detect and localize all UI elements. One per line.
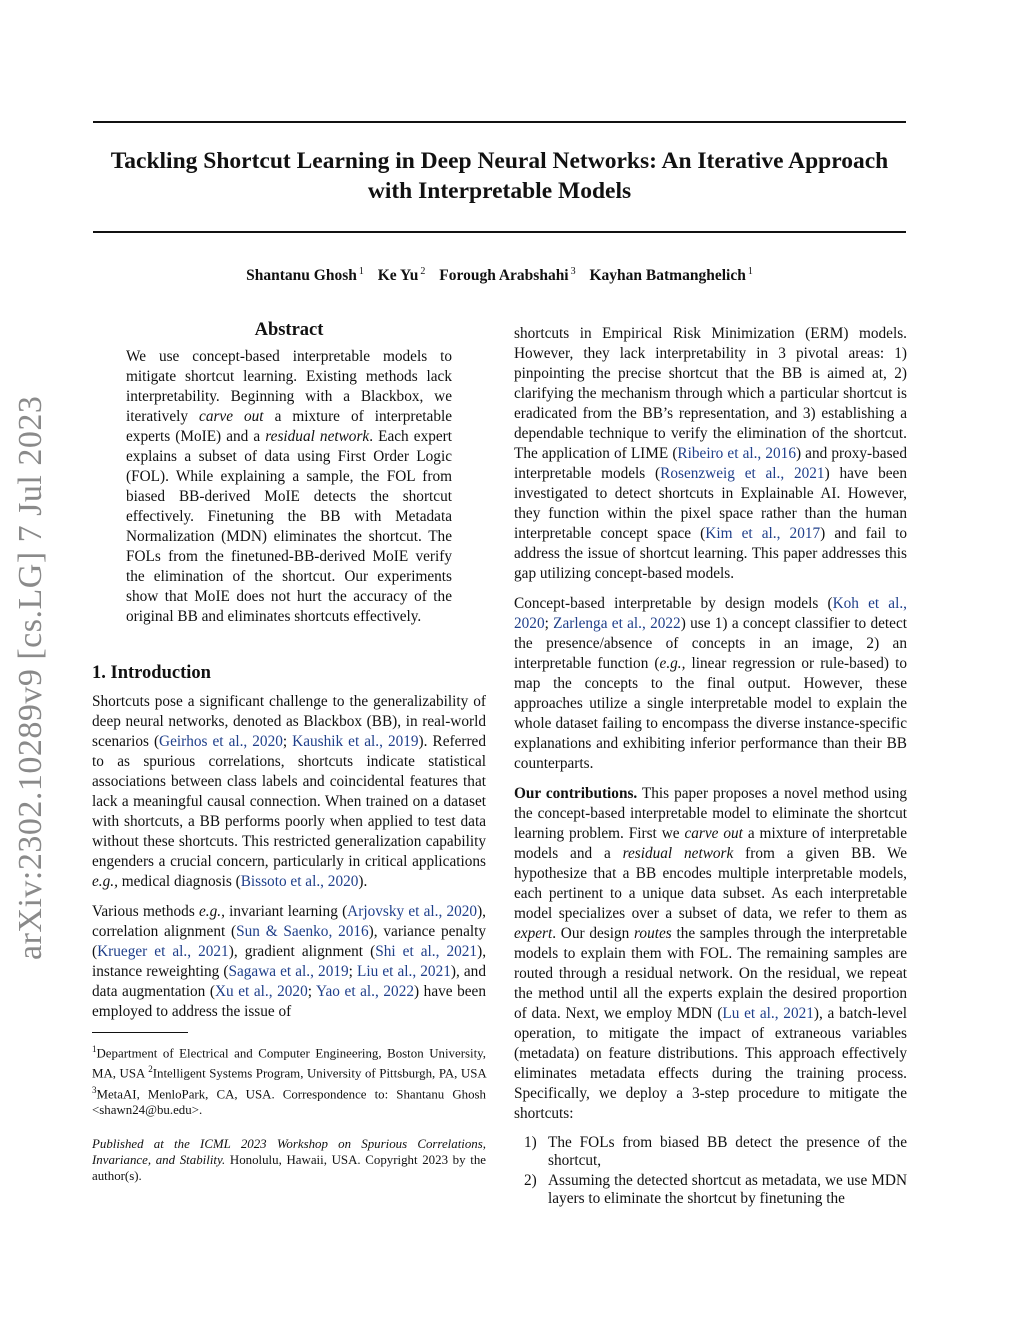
citation-link[interactable]: Yao et al., 2022 [316,983,414,1000]
citation-link[interactable]: Ribeiro et al., 2016 [677,445,796,462]
body-paragraph: shortcuts in Empirical Risk Minimization (ERM) models. However, they lack interpretability in 3 pivotal areas: 1) pinpointing the precise shortcut that the BB is aimed at, 2) clarifying the mechanism through which a particular shortcut is eradicated from the BB’s representation, and 3) establishing a dependable technique to verify the elimination of the shortcut. The application of LIME (Ribeiro et al., 2016) and proxy-based interpretable models (Rosenzweig et al., 2021) have been investigated to detect shortcuts in Explainable AI. However, they function within the pixel space rather than the human interpretable concept space (Kim et al., 2017) and fail to address the issue of shortcut learning. This paper addresses this gap utilizing concept-based models. [514,325,907,582]
author: Shantanu Ghosh $^1$ [246,266,364,284]
list-item: 2) Assuming the detected shortcut as metadata, we use MDN layers to eliminate the shortcut by finetuning the [524,1172,907,1207]
citation-link[interactable]: Xu et al., 2020 [214,983,308,1000]
citation-link[interactable]: Koh et al., 2020 [514,595,907,632]
contributions-paragraph: Our contributions. This paper proposes a novel method using the concept-based interpretable model to eliminate the shortcut learning problem. First we carve out a mixture of interpretable models and a residual network from a given BB. We hypothesize that a BB encodes multiple interpretable models, each pertinent to a unique data subset. As each interpretable model specializes over a subset of data, we refer to them as expert. Our design routes the samples through the interpretable models to explain them with FOL. The remaining samples are routed through a residual network. On the residual, we repeat the method until all the experts explain the desired proportion of data. Next, we employ MDN (Lu et al., 2021), a batch-level operation, to mitigate the impact of extraneous variables (metadata) on feature distributions. This approach effectively eliminates metadata effects during the training process. Specifically, we deploy a 3-step procedure to mitigate the shortcuts: [514,785,907,1122]
citation-link[interactable]: Zarlenga et al., 2022 [553,615,681,632]
procedure-steps [514,1134,907,1208]
citation-link[interactable]: Sagawa et al., 2019 [228,963,349,980]
author: Forough Arabshahi $^3$ [439,266,576,284]
author-list [93,266,906,285]
footnote-rule [92,1032,188,1033]
intro-paragraph-1: Shortcuts pose a significant challenge to the generalizability of deep neural networks, denoted as Blackbox (BB), in real-world scenarios (Geirhos et al., 2020; Kaushik et al., 2019). Referred to as spurious correlations, shortcuts indicate statistical associations between class labels and coincidental features that lack a meaningful causal connection. When trained on a dataset with shortcuts, a BB performs poorly when applied to test data without these shortcuts. This restricted generalization capability engenders a crucial concern, particularly in critical applications e.g., medical diagnosis (Bissoto et al., 2020). [92,693,486,890]
citation-link[interactable]: Arjovsky et al., 2020 [347,903,478,920]
citation-link[interactable]: Sun & Saenko, 2016 [236,923,369,940]
title-line-2: with Interpretable Models [367,178,632,204]
author: Ke Yu $^2$ [377,266,426,284]
citation-link[interactable]: Kim et al., 2017 [705,525,821,542]
citation-link[interactable]: Geirhos et al., 2020 [159,733,283,750]
affiliations-footnote: $^1$Department of Electrical and Computer Engineering, Boston University, MA, USA $^2$Intelligent Systems Program, University of Pittsburgh, PA, USA $^3$MetaAI, MenloPark, CA, USA. Correspondence to: Shantanu Ghosh <shawn24@bu.edu>. [92,1044,487,1117]
left-column [92,320,486,1197]
list-item: 1) The FOLs from biased BB detect the presence of the shortcut, [524,1134,907,1169]
citation-link[interactable]: Bissoto et al., 2020 [240,873,359,890]
publication-note: Published at the ICML 2023 Workshop on Spurious Correlations, Invariance, and Stability. Honolulu, Hawaii, USA. Copyright 2023 by the author(s). [92,1136,486,1183]
citation-link[interactable]: Krueger et al., 2021 [97,943,229,960]
arxiv-id: arXiv:2302.10289v9 [cs.LG] 7 Jul 2023 [12,395,49,960]
intro-paragraph-2: Various methods e.g., invariant learning (Arjovsky et al., 2020), correlation alignment (Sun & Saenko, 2016), variance penalty (Krueger et al., 2021), gradient alignment (Shi et al., 2021), instance reweighting (Sagawa et al., 2019; Liu et al., 2021), and data augmentation (Xu et al., 2020; Yao et al., 2022) have been employed to address the issue of [92,903,487,1020]
abstract-heading: Abstract [254,320,324,340]
right-column [514,324,907,1210]
bottom-rule [93,231,906,233]
title-line-1: Tackling Shortcut Learning in Deep Neural Networks: An Iterative Approach [110,148,889,174]
top-rule [93,121,906,123]
citation-link[interactable]: Kaushik et al., 2019 [292,733,419,750]
author: Kayhan Batmanghelich $^1$ [589,266,753,284]
body-paragraph: Concept-based interpretable by design models (Koh et al., 2020; Zarlenga et al., 2022) use 1) a concept classifier to detect the presence/absence of concepts in an image, 2) an interpretable function (e.g., linear regression or rule-based) to map the concepts to the final output. However, these approaches utilize a single interpretable model to explain the whole dataset failing to encompass the diverse instance-specific explanations and exhibiting inferior performance than their BB counterparts. [514,595,907,772]
citation-link[interactable]: Lu et al., 2021 [722,1005,814,1022]
paper-title [93,146,906,206]
citation-link[interactable]: Rosenzweig et al., 2021 [660,465,825,482]
section-heading-introduction: 1. Introduction [92,663,211,683]
citation-link[interactable]: Liu et al., 2021 [357,963,451,980]
citation-link[interactable]: Shi et al., 2021 [375,943,478,960]
abstract-body: We use concept-based interpretable models to mitigate shortcut learning. Existing methods lack interpretability. Beginning with a Blackbox, we iteratively carve out a mixture of interpretable experts (MoIE) and a residual network. Each expert explains a subset of data using First Order Logic (FOL). While explaining a sample, the FOL from biased BB-derived MoIE detects the shortcut effectively. Finetuning the BB with Metadata Normalization (MDN) eliminates the shortcut. The FOLs from the finetuned-BB-derived MoIE verify the elimination of the shortcut. Our experiments show that MoIE does not hurt the accuracy of the original BB and eliminates shortcuts effectively. [126,348,453,625]
